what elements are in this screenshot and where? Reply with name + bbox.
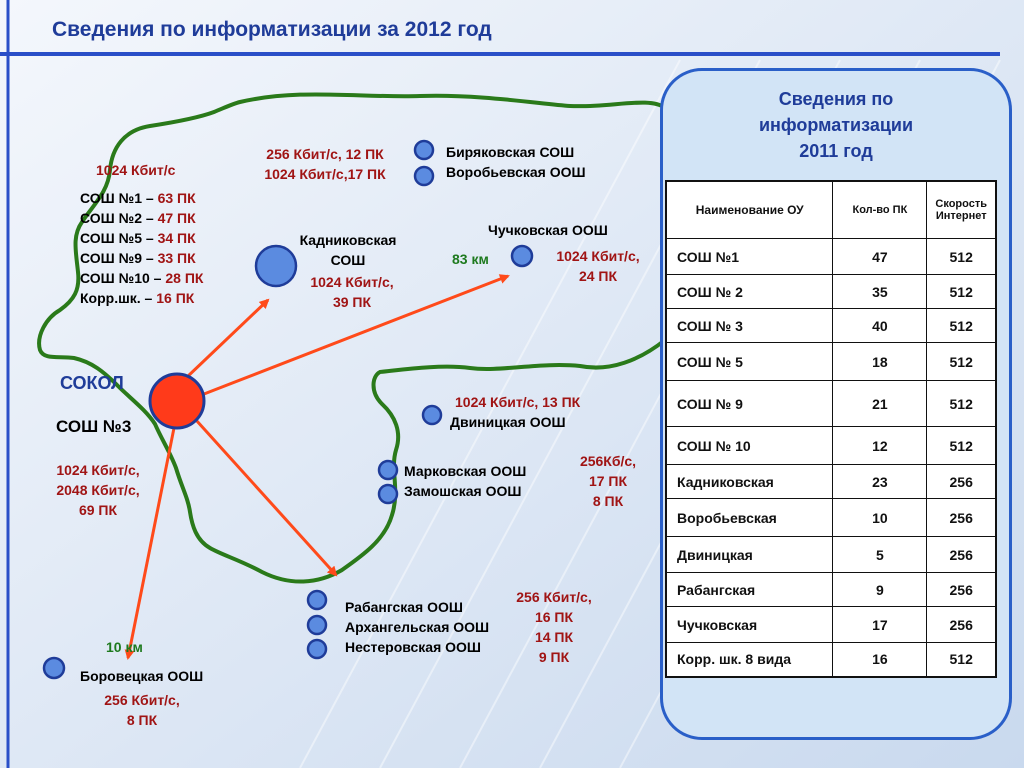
cell-name: Рабангская: [666, 573, 833, 607]
borovets-node: [44, 658, 64, 678]
cell-pc-count: 12: [833, 427, 927, 465]
cell-speed: 512: [927, 309, 996, 343]
cell-name: СОШ № 5: [666, 343, 833, 381]
cell-pc-count: 5: [833, 537, 927, 573]
table-row: [666, 343, 996, 381]
cell-name: Кадниковская: [666, 465, 833, 499]
sokol-speed-label: 1024 Кбит/с: [96, 162, 176, 178]
table-row: [666, 607, 996, 643]
sokol-hub-node: [150, 374, 204, 428]
header-speed: Скорость Интернет: [927, 181, 996, 239]
cell-pc-count: 18: [833, 343, 927, 381]
cell-speed: 256: [927, 537, 996, 573]
cell-pc-count: 35: [833, 275, 927, 309]
borovets-label: Боровецкая ООШ: [80, 668, 204, 684]
chuchkov-distance: 83 км: [452, 251, 489, 267]
table-row: [666, 643, 996, 677]
header-pc: Кол-во ПК: [833, 181, 927, 239]
page-title: Сведения по информатизации за 2012 год: [52, 18, 492, 41]
table-row: [666, 381, 996, 427]
cell-speed: 512: [927, 381, 996, 427]
dvinitsa-info: 1024 Кбит/с, 13 ПК: [455, 394, 581, 410]
cell-name: СОШ № 2: [666, 275, 833, 309]
cell-name: СОШ № 3: [666, 309, 833, 343]
list-item: СОШ №2 – 47 ПК: [80, 210, 196, 226]
rabanga-info: 256 Кбит/с, 16 ПК 14 ПК 9 ПК: [516, 589, 592, 665]
table-row: [666, 573, 996, 607]
cell-name: Корр. шк. 8 вида: [666, 643, 833, 677]
cell-speed: 512: [927, 343, 996, 381]
info-2011-table: [665, 180, 997, 678]
list-item: СОШ №5 – 34 ПК: [80, 230, 196, 246]
cell-pc-count: 10: [833, 499, 927, 537]
cell-pc-count: 16: [833, 643, 927, 677]
markov-info: 256Кб/с, 17 ПК 8 ПК: [579, 453, 637, 509]
markov-schools: Марковская ООШ Замошская ООШ: [404, 463, 527, 499]
table-row: [666, 499, 996, 537]
rabanga-schools: Рабангская ООШ Архангельская ООШ Нестеровская ООШ: [345, 599, 490, 655]
nesterov-node: [308, 640, 326, 658]
cell-speed: 256: [927, 465, 996, 499]
panel-title: Сведения по информатизации 2011 год: [758, 89, 914, 161]
sokol-school-list: [80, 188, 203, 308]
biryakov-node: [415, 141, 433, 159]
cell-speed: 512: [927, 275, 996, 309]
chuchkov-node: [512, 246, 532, 266]
kadnikov-info: 1024 Кбит/с, 39 ПК: [310, 274, 394, 310]
cell-speed: 256: [927, 573, 996, 607]
table-row: [666, 537, 996, 573]
cell-speed: 512: [927, 427, 996, 465]
vorobiev-node: [415, 167, 433, 185]
table-row: [666, 239, 996, 275]
zamosh-node: [379, 485, 397, 503]
chuchkov-info: 1024 Кбит/с, 24 ПК: [556, 248, 640, 284]
cell-name: СОШ №1: [666, 239, 833, 275]
biryakov-info: 256 Кбит/с, 12 ПК 1024 Кбит/с,17 ПК: [264, 146, 386, 182]
rabanga-node: [308, 591, 326, 609]
cell-pc-count: 21: [833, 381, 927, 427]
chuchkov-label: Чучковская ООШ: [488, 222, 608, 238]
table-row: [666, 275, 996, 309]
cell-pc-count: 23: [833, 465, 927, 499]
cell-speed: 256: [927, 499, 996, 537]
cell-name: Воробьевская: [666, 499, 833, 537]
cell-name: СОШ № 10: [666, 427, 833, 465]
sosh3-label: СОШ №3: [56, 417, 132, 436]
table-row: [666, 309, 996, 343]
table-row: [666, 465, 996, 499]
cell-speed: 256: [927, 607, 996, 643]
markov-node: [379, 461, 397, 479]
biryakov-schools: Биряковская СОШ Воробьевская ООШ: [446, 144, 586, 180]
cell-speed: 512: [927, 643, 996, 677]
dvinitsa-node: [423, 406, 441, 424]
header-name: Наименование ОУ: [666, 181, 833, 239]
dvinitsa-label: Двиницкая ООШ: [450, 414, 566, 430]
sosh3-info: 1024 Кбит/с, 2048 Кбит/с, 69 ПК: [56, 462, 140, 518]
sokol-city-label: СОКОЛ: [60, 373, 124, 393]
cell-name: Чучковская: [666, 607, 833, 643]
list-item: Корр.шк. – 16 ПК: [80, 290, 195, 306]
arkhangel-node: [308, 616, 326, 634]
cell-speed: 512: [927, 239, 996, 275]
cell-name: Двиницкая: [666, 537, 833, 573]
borovets-distance: 10 км: [106, 639, 143, 655]
cell-pc-count: 17: [833, 607, 927, 643]
cell-pc-count: 47: [833, 239, 927, 275]
cell-name: СОШ № 9: [666, 381, 833, 427]
list-item: СОШ №9 – 33 ПК: [80, 250, 196, 266]
table-header-row: [666, 181, 996, 239]
list-item: СОШ №1 – 63 ПК: [80, 190, 196, 206]
kadnikov-label: Кадниковская СОШ: [299, 232, 397, 268]
cell-pc-count: 40: [833, 309, 927, 343]
table-row: [666, 427, 996, 465]
cell-pc-count: 9: [833, 573, 927, 607]
list-item: СОШ №10 – 28 ПК: [80, 270, 204, 286]
borovets-info: 256 Кбит/с, 8 ПК: [104, 692, 180, 728]
